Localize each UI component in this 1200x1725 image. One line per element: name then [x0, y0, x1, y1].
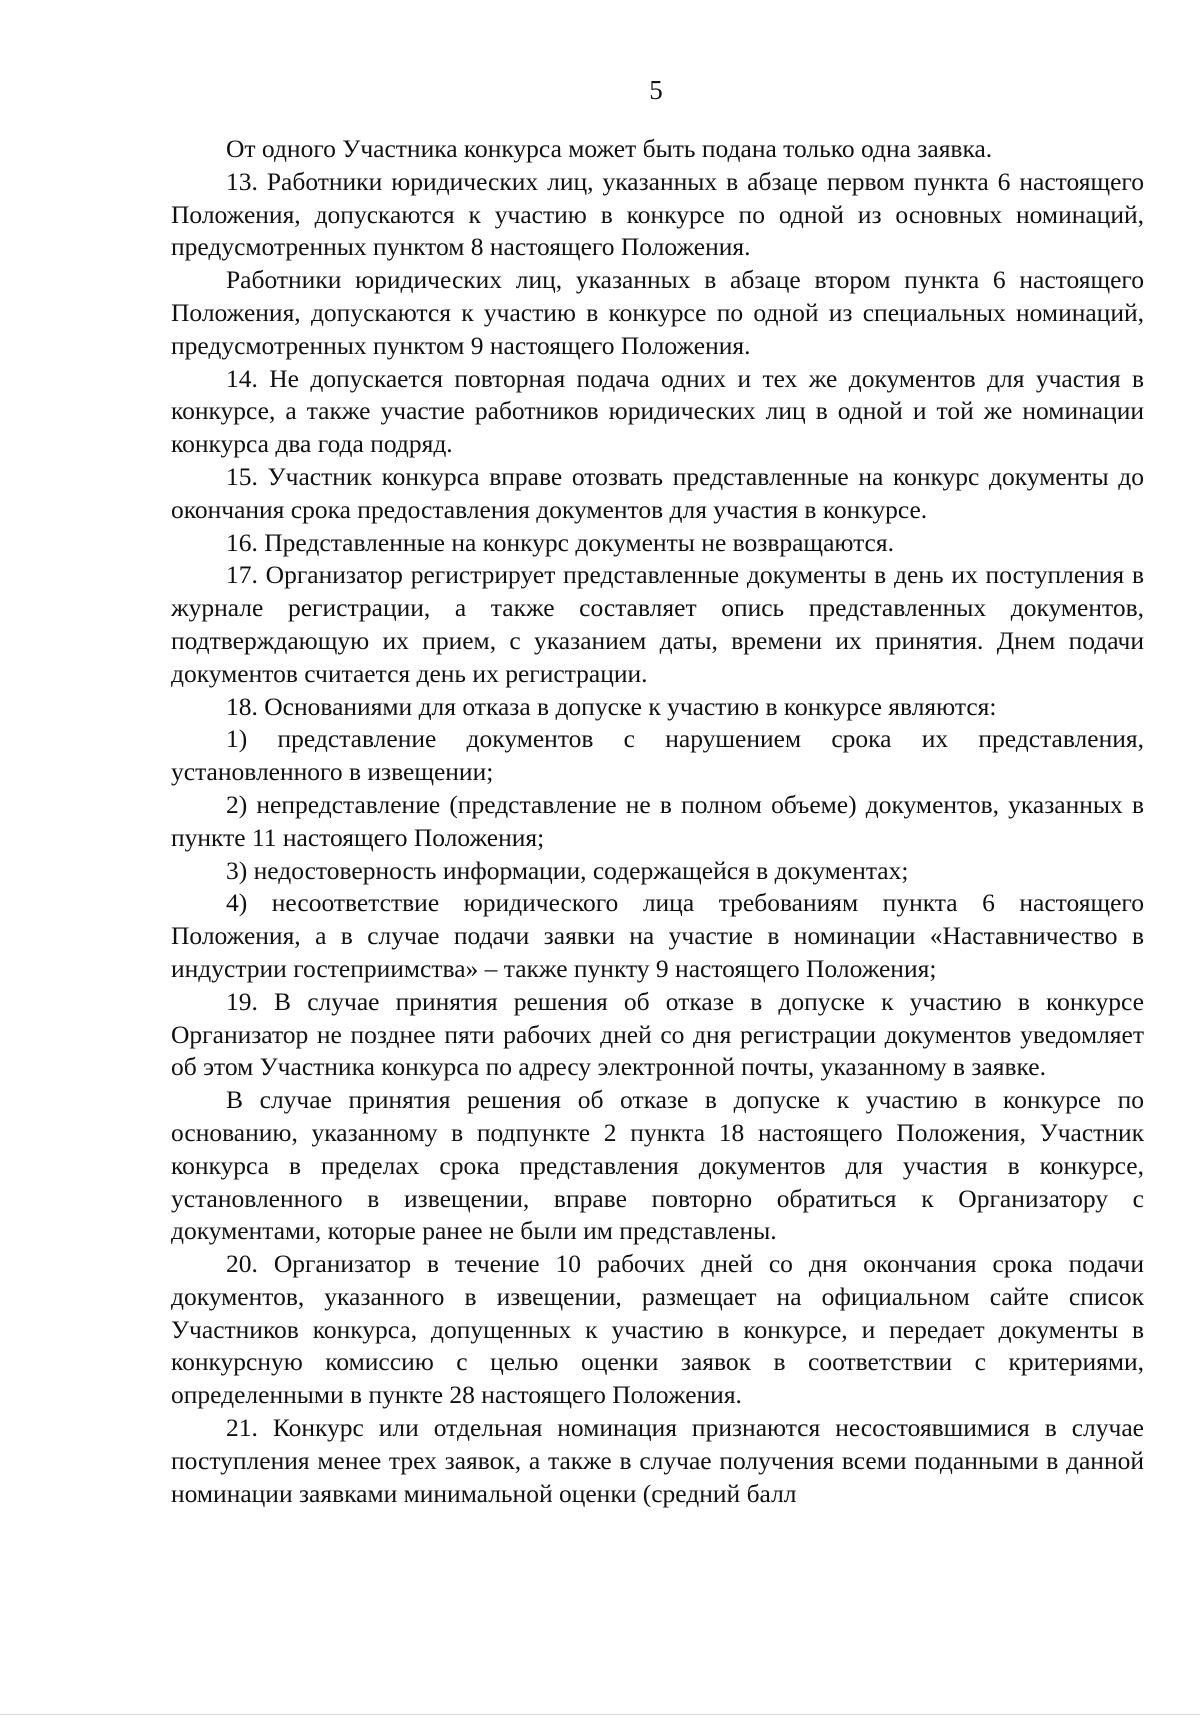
list-item-18-1: 1) представление документов с нарушением срока их представления, установленного в извещении;: [171, 724, 1144, 787]
paragraph-14: 14. Не допускается повторная подача одних и тех же документов для участия в конкурсе, а также участие работников юридических лиц в одной и той же номинации конкурса два года подряд.: [171, 363, 1144, 459]
paragraph-21: 21. Конкурс или отдельная номинация признаются несостоявшимися в случае поступления менее трех заявок, а также в случае получения всеми поданными в данной номинации заявками минимальной оценки (средний балл: [171, 1413, 1144, 1508]
paragraph-16: 16. Представленные на конкурс документы не возвращаются.: [226, 527, 894, 557]
paragraph-13: 13. Работники юридических лиц, указанных в абзаце первом пункта 6 настоящего Положения, допускаются к участию в конкурсе по одной из основных номинаций, предусмотренных пунктом 8 настоящего Положения.: [171, 166, 1144, 262]
paragraph-15: 15. Участник конкурса вправе отозвать представленные на конкурс документы до окончания срока предоставления документов для участия в конкурсе.: [171, 461, 1144, 524]
paragraph-17: 17. Организатор регистрирует представленные документы в день их поступления в журнале регистрации, а также составляет опись представленных документов, подтверждающую их прием, с указанием даты, времени их принятия. Днем подачи документов считается день их регистрации.: [171, 560, 1144, 688]
page-bottom-edge: [0, 1714, 1200, 1715]
list-item-18-4: 4) несоответствие юридического лица требованиям пункта 6 настоящего Положения, а в случае подачи заявки на участие в номинации «Наставничество в индустрии гостеприимства» – также пункту 9 настоящего Положения;: [171, 888, 1144, 983]
paragraph-20: 20. Организатор в течение 10 рабочих дней со дня окончания срока подачи документов, указанного в извещении, размещает на официальном сайте список Участников конкурса, допущенных к участию в конкурсе, и передает документы в конкурсную комиссию с целью оценки заявок в соответствии с критериями, определенными в пункте 28 настоящего Положения.: [171, 1249, 1144, 1410]
paragraph-intro: От одного Участника конкурса может быть подана только одна заявка.: [226, 134, 993, 163]
paragraph-13-second: Работники юридических лиц, указанных в абзаце втором пункта 6 настоящего Положения, допускаются к участию в конкурсе по одной из специальных номинаций, предусмотренных пунктом 9 настоящего Положения.: [171, 265, 1144, 360]
paragraph-19-second: В случае принятия решения об отказе в допуске к участию в конкурсе по основанию, указанному в подпункте 2 пункта 18 настоящего Положения, Участник конкурса в пределах срока представления документов для участия в конкурсе, установленного в извещении, вправе повторно обратиться к Организатору с документами, которые ранее не были им представлены.: [171, 1085, 1144, 1246]
list-item-18-2: 2) непредставление (представление не в полном объеме) документов, указанных в пункте 11 настоящего Положения;: [171, 789, 1144, 852]
list-item-18-3: 3) недостоверность информации, содержащейся в документах;: [226, 855, 909, 885]
document-body: [171, 133, 1144, 1510]
paragraph-19: 19. В случае принятия решения об отказе в допуске к участию в конкурсе Организатор не позднее пяти рабочих дней со дня регистрации документов уведомляет об этом Участника конкурса по адресу электронной почты, указанному в заявке.: [171, 986, 1144, 1082]
page-number: 5: [649, 75, 663, 105]
paragraph-18: 18. Основаниями для отказа в допуске к участию в конкурсе являются:: [226, 691, 997, 721]
